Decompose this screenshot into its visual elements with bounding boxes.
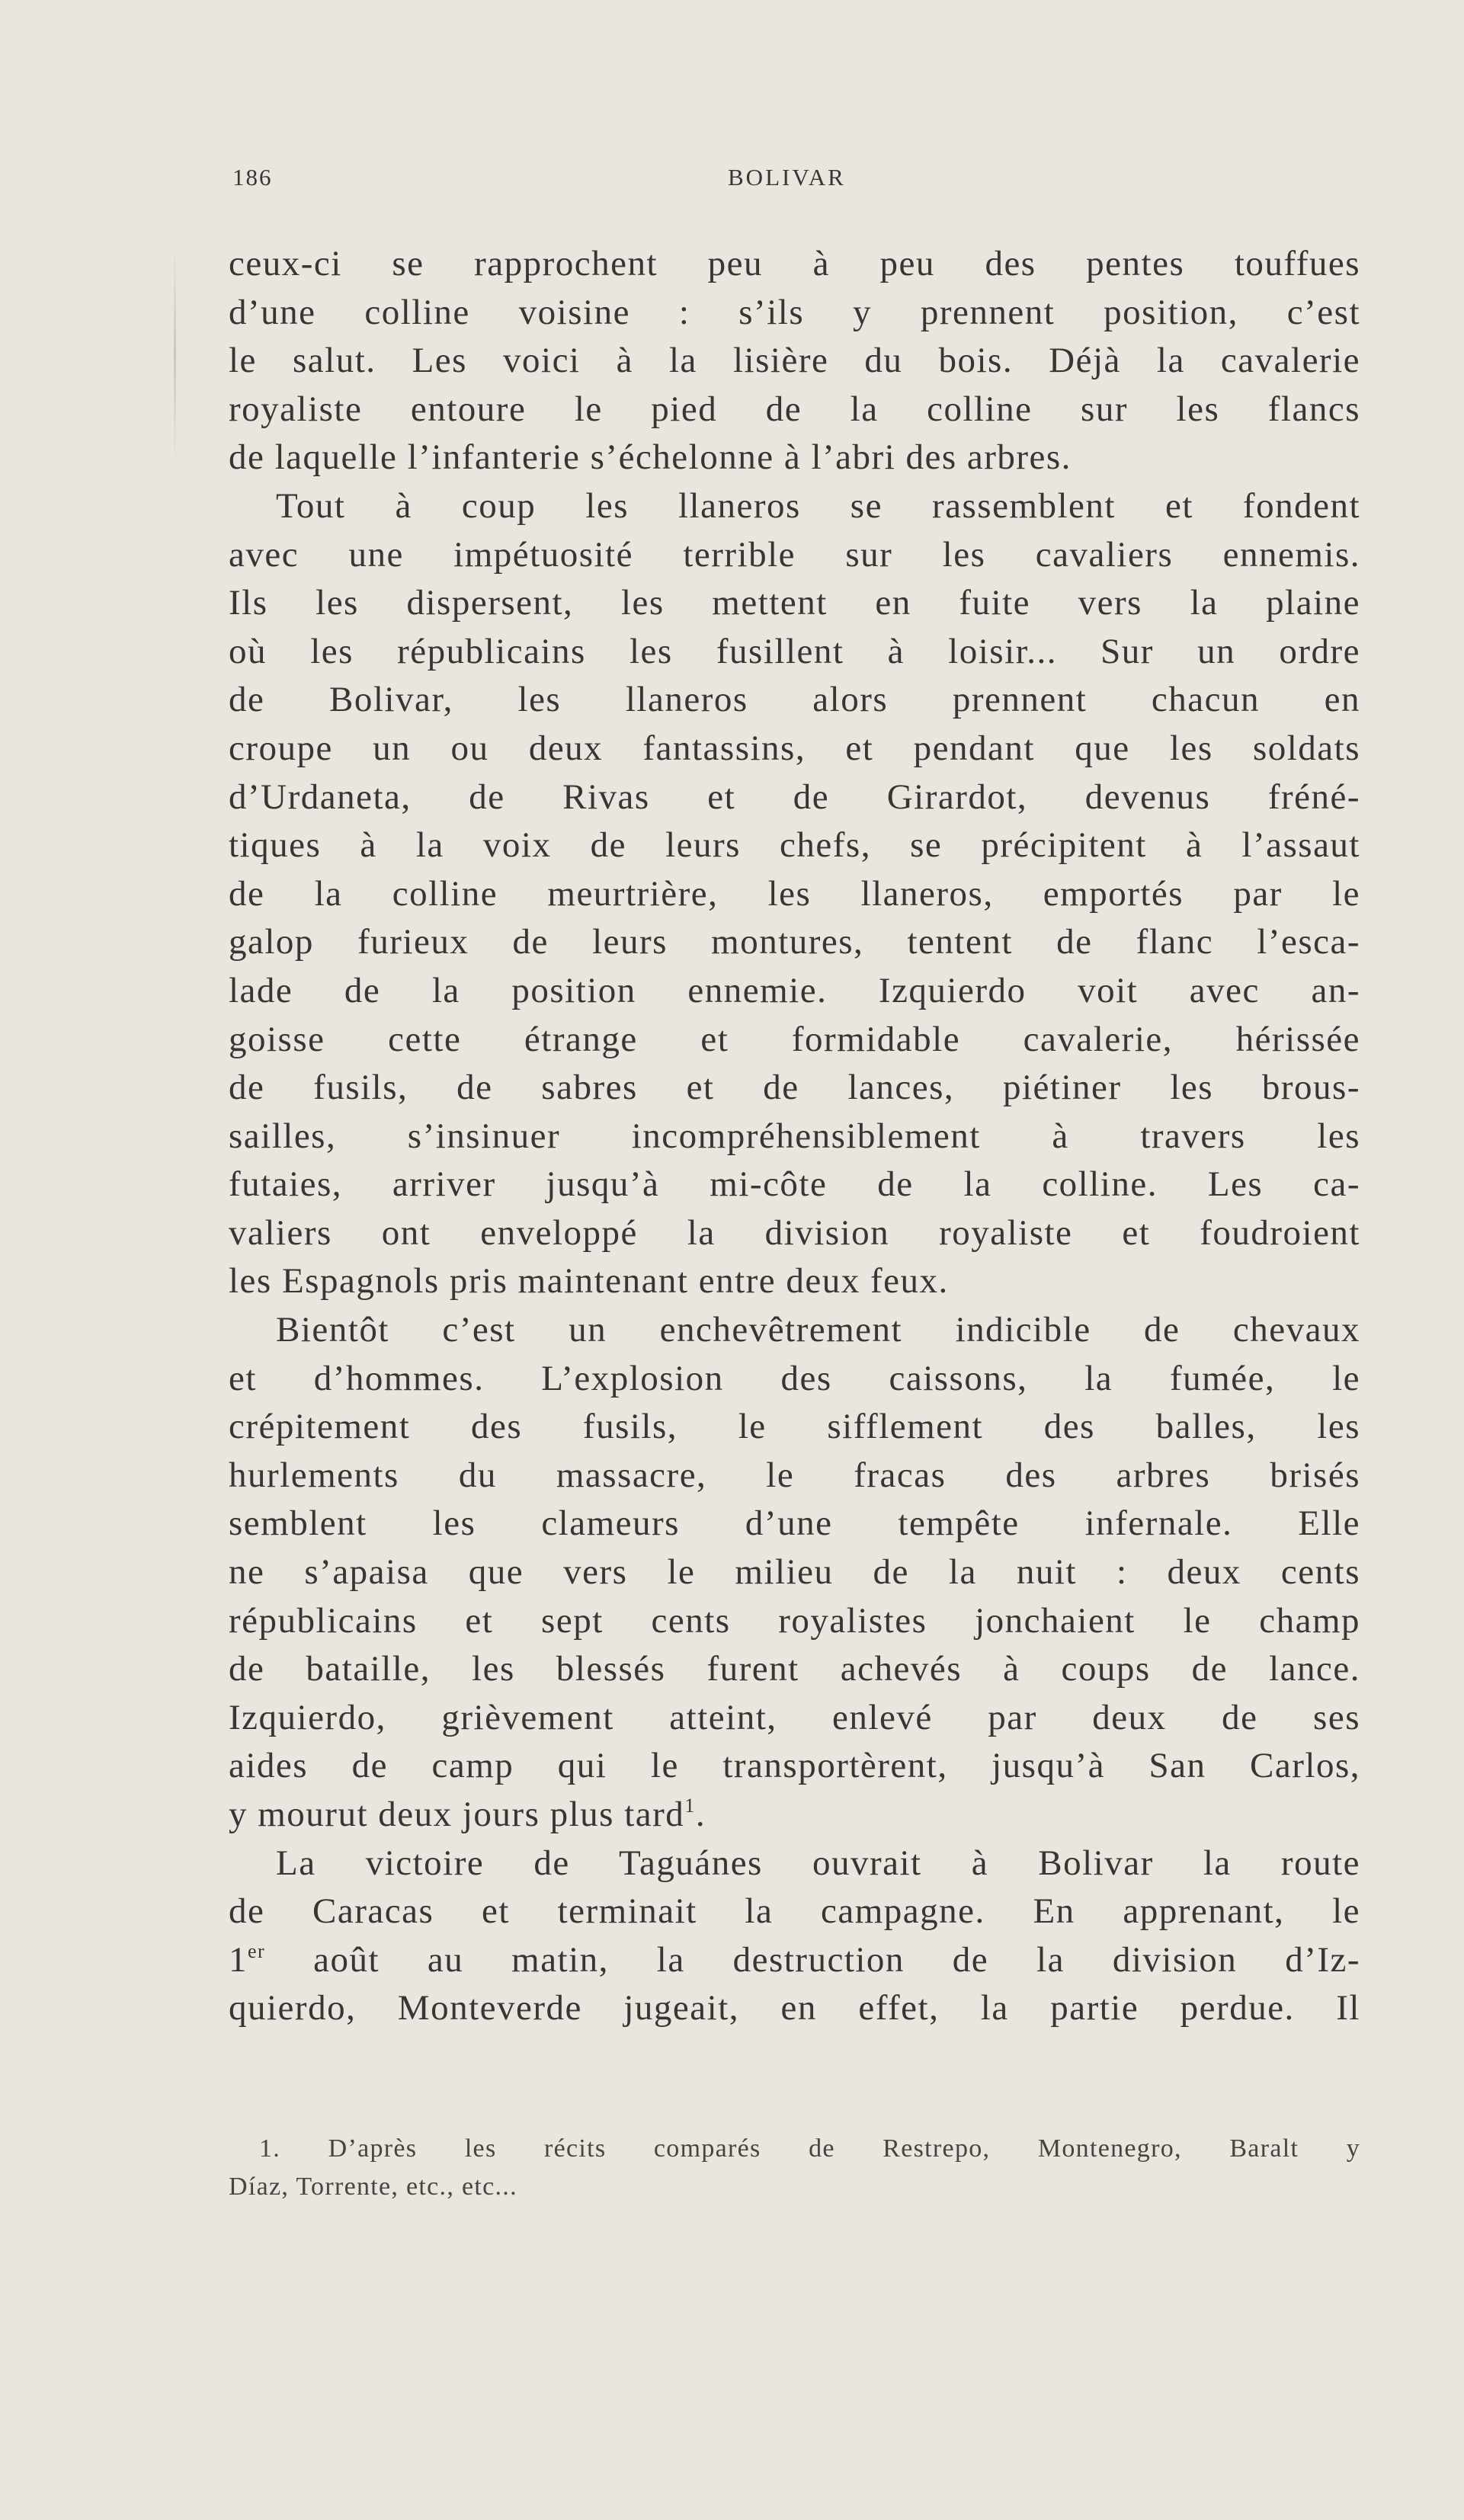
text-line: où les républicains les fusillent à loisir... Sur un ordre: [229, 631, 1360, 671]
text-line: aides de camp qui le transportèrent, jusqu’à San Carlos,: [229, 1746, 1360, 1786]
ordinal-number: 1: [229, 1939, 248, 1980]
margin-mark: [174, 244, 176, 465]
text-line: valiers ont enveloppé la division royaliste et foudroient: [229, 1212, 1360, 1253]
text-line: d’une colline voisine : s’ils y prennent position, c’est: [229, 292, 1360, 332]
text-line: sailles, s’insinuer incompréhensiblement à travers les: [229, 1116, 1360, 1156]
text-line: Ils les dispersent, les mettent en fuite vers la plaine: [229, 583, 1360, 623]
paragraph-start-line: Tout à coup les llaneros se rassemblent et fondent: [276, 485, 1360, 526]
sentence-end: .: [695, 1795, 706, 1834]
text-line: de bataille, les blessés furent achevés à coups de lance.: [229, 1649, 1360, 1689]
text-line-content: août au matin, la destruction de la division d’Iz-: [313, 1939, 1360, 1980]
text-line: galop furieux de leurs montures, tentent de flanc l’esca-: [229, 922, 1360, 962]
text-line: d’Urdaneta, de Rivas et de Girardot, devenus fréné-: [229, 776, 1360, 817]
running-head: BOLIVAR: [728, 164, 846, 191]
text-line: royaliste entoure le pied de la colline sur les flancs: [229, 389, 1360, 429]
text-line: crépitement des fusils, le sifflement des balles, les: [229, 1407, 1360, 1447]
footnote: [229, 2130, 1360, 2206]
text-line: de Bolivar, les llaneros alors prennent chacun en: [229, 680, 1360, 720]
footnote-line: Díaz, Torrente, etc., etc...: [229, 2173, 517, 2201]
text-line-content: y mourut deux jours plus tard: [229, 1795, 685, 1834]
text-line: et d’hommes. L’explosion des caissons, la fumée, le: [229, 1358, 1360, 1398]
text-line: de fusils, de sabres et de lances, piétiner les brous-: [229, 1068, 1360, 1108]
page-number: 186: [232, 164, 273, 191]
text-line: [229, 1936, 1360, 1985]
text-line: de la colline meurtrière, les llaneros, emportés par le: [229, 873, 1360, 914]
text-line: avec une impétuosité terrible sur les cavaliers ennemis.: [229, 534, 1360, 575]
text-line: hurlements du massacre, le fracas des arbres brisés: [229, 1455, 1360, 1495]
text-line: le salut. Les voici à la lisière du bois. Déjà la cavalerie: [229, 341, 1360, 381]
text-line: [229, 1791, 1360, 1840]
text-line: goisse cette étrange et formidable cavalerie, hérissée: [229, 1019, 1360, 1059]
text-line: semblent les clameurs d’une tempête infernale. Elle: [229, 1503, 1360, 1544]
text-line: de laquelle l’infanterie s’échelonne à l’abri des arbres.: [229, 437, 1072, 478]
text-line: quierdo, Monteverde jugeait, en effet, la partie perdue. Il: [229, 1988, 1360, 2028]
body-text: [229, 240, 1360, 2033]
text-line: ne s’apaisa que vers le milieu de la nuit : deux cents: [229, 1552, 1360, 1593]
page-header: [232, 164, 1360, 194]
text-line: futaies, arriver jusqu’à mi-côte de la colline. Les ca-: [229, 1164, 1360, 1205]
footnote-reference: 1: [684, 1795, 696, 1817]
text-line: ceux-ci se rapprochent peu à peu des pentes touffues: [229, 244, 1360, 283]
text-line: Izquierdo, grièvement atteint, enlevé par deux de ses: [229, 1697, 1360, 1737]
paragraph-start-line: Bientôt c’est un enchevêtrement indicible de chevaux: [276, 1310, 1360, 1350]
text-line: lade de la position ennemie. Izquierdo voit avec an-: [229, 970, 1360, 1010]
text-line: de Caracas et terminait la campagne. En apprenant, le: [229, 1891, 1360, 1932]
ordinal-suffix: er: [248, 1939, 266, 1962]
footnote-line: 1. D’après les récits comparés de Restrepo, Montenegro, Baralt y: [259, 2134, 1360, 2163]
text-line: républicains et sept cents royalistes jonchaient le champ: [229, 1600, 1360, 1641]
text-line: les Espagnols pris maintenant entre deux feux.: [229, 1261, 949, 1302]
paragraph-start-line: La victoire de Taguánes ouvrait à Bolivar la route: [276, 1843, 1360, 1883]
text-line: tiques à la voix de leurs chefs, se précipitent à l’assaut: [229, 825, 1360, 866]
text-line: croupe un ou deux fantassins, et pendant que les soldats: [229, 728, 1360, 768]
